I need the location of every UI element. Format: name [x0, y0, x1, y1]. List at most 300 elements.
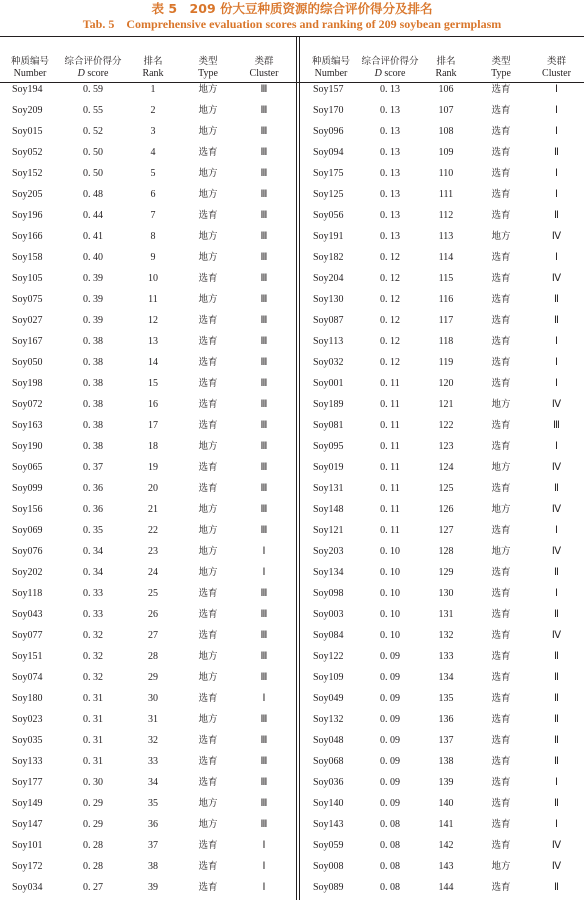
cell-cluster: Ⅰ	[262, 546, 266, 557]
cell-type: 地方	[198, 441, 218, 452]
cell-type: 地方	[491, 462, 511, 473]
cell-cluster: Ⅱ	[554, 483, 559, 494]
table-row	[0, 562, 292, 583]
cell-type: 选育	[491, 819, 511, 830]
cell-cluster: Ⅳ	[551, 861, 562, 872]
table-row	[301, 184, 584, 205]
cell-cluster: Ⅰ	[555, 189, 558, 200]
rank-en-label: Rank	[435, 68, 457, 79]
table-row	[301, 394, 584, 415]
score-en-label	[361, 68, 419, 79]
table-row	[0, 352, 292, 373]
cell-score: 0. 36	[83, 504, 103, 515]
table-row	[301, 310, 584, 331]
score-en-word: score	[84, 68, 109, 79]
number-cn-label: 种质编号	[311, 56, 350, 67]
left-table-body	[0, 79, 292, 898]
cell-type: 选育	[491, 735, 511, 746]
table-row	[0, 436, 292, 457]
cell-type: 选育	[198, 777, 218, 788]
cell-number: Soy095	[313, 441, 344, 452]
cell-rank: 140	[438, 798, 454, 809]
cell-rank: 112	[438, 210, 454, 221]
cell-type: 地方	[198, 84, 218, 95]
cell-cluster: Ⅲ	[260, 420, 268, 431]
cell-type: 选育	[491, 210, 511, 221]
cell-cluster: Ⅱ	[554, 672, 559, 683]
cell-number: Soy019	[313, 462, 344, 473]
cell-number: Soy023	[12, 714, 43, 725]
cell-score: 0. 09	[380, 756, 400, 767]
cell-rank: 117	[438, 315, 454, 326]
cell-cluster: Ⅲ	[260, 210, 268, 221]
number-cn-label: 种质编号	[10, 56, 49, 67]
cell-number: Soy132	[313, 714, 344, 725]
cell-cluster: Ⅳ	[551, 231, 562, 242]
table-row	[301, 793, 584, 814]
cell-number: Soy056	[313, 210, 344, 221]
cell-score: 0. 13	[380, 147, 400, 158]
cell-cluster: Ⅳ	[551, 462, 562, 473]
cell-number: Soy134	[313, 567, 344, 578]
cluster-cn-label: 类群	[254, 56, 274, 67]
cell-number: Soy098	[313, 588, 344, 599]
cell-type: 选育	[491, 147, 511, 158]
table-row	[0, 583, 292, 604]
cell-rank: 11	[148, 294, 158, 305]
table-row	[301, 226, 584, 247]
cell-type: 选育	[198, 735, 218, 746]
table-row	[0, 331, 292, 352]
cell-number: Soy109	[313, 672, 344, 683]
cell-score: 0. 31	[83, 735, 103, 746]
cell-cluster: Ⅲ	[260, 504, 268, 515]
cell-score: 0. 31	[83, 693, 103, 704]
cell-score: 0. 34	[83, 567, 103, 578]
cell-score: 0. 13	[380, 231, 400, 242]
cell-score: 0. 40	[83, 252, 103, 263]
cell-type: 选育	[198, 840, 218, 851]
table-row	[301, 541, 584, 562]
cell-number: Soy131	[313, 483, 344, 494]
cell-number: Soy036	[313, 777, 344, 788]
cell-cluster: Ⅲ	[260, 84, 268, 95]
cell-rank: 38	[148, 861, 158, 872]
table-row	[0, 142, 292, 163]
cell-cluster: Ⅰ	[555, 588, 558, 599]
cluster-en-label: Cluster	[249, 68, 279, 79]
cell-rank: 34	[148, 777, 158, 788]
score-var: D	[77, 68, 85, 79]
cell-rank: 125	[438, 483, 454, 494]
cell-number: Soy096	[313, 126, 344, 137]
cell-type: 地方	[198, 126, 218, 137]
cell-score: 0. 32	[83, 672, 103, 683]
cell-number: Soy209	[12, 105, 43, 116]
col-cluster-header	[529, 37, 584, 79]
cell-type: 选育	[491, 798, 511, 809]
table-row	[301, 415, 584, 436]
score-cn-label: 综合评价得分	[64, 56, 122, 67]
table-row	[301, 520, 584, 541]
table-row	[301, 667, 584, 688]
cell-type: 选育	[198, 609, 218, 620]
cell-number: Soy189	[313, 399, 344, 410]
cell-type: 选育	[198, 693, 218, 704]
cell-rank: 8	[150, 231, 156, 242]
cell-number: Soy147	[12, 819, 43, 830]
table-row	[301, 121, 584, 142]
table-row	[301, 499, 584, 520]
cell-score: 0. 13	[380, 126, 400, 137]
cell-number: Soy077	[12, 630, 43, 641]
cell-cluster: Ⅱ	[554, 294, 559, 305]
cell-rank: 110	[438, 168, 454, 179]
cell-number: Soy069	[12, 525, 43, 536]
cell-rank: 37	[148, 840, 158, 851]
cell-score: 0. 12	[380, 294, 400, 305]
cell-score: 0. 10	[380, 588, 400, 599]
cell-score: 0. 11	[380, 420, 400, 431]
cell-score: 0. 10	[380, 546, 400, 557]
cell-cluster: Ⅲ	[260, 714, 268, 725]
column-divider-2	[299, 36, 300, 900]
cell-rank: 26	[148, 609, 158, 620]
table-row	[0, 100, 292, 121]
cell-type: 选育	[491, 420, 511, 431]
cell-score: 0. 39	[83, 315, 103, 326]
cell-score: 0. 36	[83, 483, 103, 494]
cell-type: 选育	[198, 483, 218, 494]
cell-type: 选育	[491, 672, 511, 683]
cell-type: 选育	[491, 714, 511, 725]
cell-score: 0. 11	[380, 525, 400, 536]
table-row	[301, 751, 584, 772]
cell-cluster: Ⅲ	[553, 420, 560, 431]
table-title-cn: 表 5 209 份大豆种质资源的综合评价得分及排名	[151, 1, 433, 16]
cell-rank: 25	[148, 588, 158, 599]
cell-type: 地方	[198, 525, 218, 536]
cell-number: Soy205	[12, 189, 43, 200]
cell-cluster: Ⅲ	[260, 609, 268, 620]
cell-rank: 107	[438, 105, 454, 116]
cell-type: 选育	[491, 840, 511, 851]
table-row	[0, 625, 292, 646]
cell-number: Soy172	[12, 861, 43, 872]
cell-type: 选育	[198, 357, 218, 368]
table-row	[301, 688, 584, 709]
col-number-header	[301, 37, 361, 79]
cell-rank: 36	[148, 819, 158, 830]
cell-number: Soy076	[12, 546, 43, 557]
cell-type: 地方	[198, 546, 218, 557]
right-table-body	[301, 79, 584, 898]
table-row	[0, 121, 292, 142]
cell-score: 0. 12	[380, 252, 400, 263]
cell-type: 选育	[491, 441, 511, 452]
type-cn-label: 类型	[491, 56, 511, 67]
cell-cluster: Ⅱ	[554, 693, 559, 704]
cell-score: 0. 09	[380, 777, 400, 788]
cell-number: Soy152	[12, 168, 43, 179]
cell-number: Soy143	[313, 819, 344, 830]
table-row	[0, 373, 292, 394]
cell-cluster: Ⅲ	[260, 252, 268, 263]
cell-type: 地方	[198, 651, 218, 662]
cell-score: 0. 38	[83, 420, 103, 431]
cell-score: 0. 08	[380, 861, 400, 872]
cell-number: Soy133	[12, 756, 43, 767]
cell-number: Soy032	[313, 357, 344, 368]
cell-rank: 9	[150, 252, 156, 263]
cell-type: 选育	[198, 420, 218, 431]
cell-type: 选育	[198, 378, 218, 389]
table-row	[301, 268, 584, 289]
cell-cluster: Ⅳ	[551, 546, 562, 557]
cell-score: 0. 11	[380, 399, 400, 410]
cell-cluster: Ⅰ	[555, 126, 558, 137]
cell-score: 0. 11	[380, 378, 400, 389]
cell-rank: 113	[438, 231, 454, 242]
cell-score: 0. 11	[380, 483, 400, 494]
cell-score: 0. 13	[380, 168, 400, 179]
cell-score: 0. 29	[83, 819, 103, 830]
cell-rank: 138	[438, 756, 454, 767]
cell-cluster: Ⅱ	[554, 210, 559, 221]
cell-cluster: Ⅱ	[554, 147, 559, 158]
cell-score: 0. 52	[83, 126, 103, 137]
cell-rank: 7	[150, 210, 156, 221]
cell-score: 0. 12	[380, 273, 400, 284]
cell-type: 选育	[491, 168, 511, 179]
cell-score: 0. 13	[380, 105, 400, 116]
cell-cluster: Ⅲ	[260, 294, 268, 305]
cell-cluster: Ⅱ	[554, 609, 559, 620]
cell-cluster: Ⅳ	[551, 504, 562, 515]
cell-rank: 30	[148, 693, 158, 704]
cell-rank: 133	[438, 651, 454, 662]
cell-cluster: Ⅲ	[260, 105, 268, 116]
cell-cluster: Ⅳ	[551, 630, 562, 641]
cell-rank: 128	[438, 546, 454, 557]
type-en-label: Type	[491, 68, 511, 79]
cell-rank: 122	[438, 420, 454, 431]
cell-rank: 22	[148, 525, 158, 536]
cell-rank: 39	[148, 882, 158, 893]
table-row	[301, 730, 584, 751]
col-rank-header	[126, 37, 180, 79]
table-row	[0, 793, 292, 814]
cell-score: 0. 38	[83, 336, 103, 347]
cell-type: 选育	[198, 399, 218, 410]
cell-type: 选育	[198, 210, 218, 221]
score-table-right	[301, 37, 584, 898]
table-row	[0, 646, 292, 667]
cell-rank: 2	[150, 105, 156, 116]
cell-cluster: Ⅱ	[554, 735, 559, 746]
cell-number: Soy075	[12, 294, 43, 305]
cell-number: Soy068	[313, 756, 344, 767]
cell-cluster: Ⅱ	[554, 315, 559, 326]
cell-score: 0. 35	[83, 525, 103, 536]
table-row	[301, 100, 584, 121]
cell-number: Soy015	[12, 126, 43, 137]
cell-rank: 17	[148, 420, 158, 431]
cell-score: 0. 33	[83, 609, 103, 620]
table-row	[0, 541, 292, 562]
table-row	[301, 856, 584, 877]
cell-type: 选育	[491, 273, 511, 284]
table-row	[0, 499, 292, 520]
cell-rank: 143	[438, 861, 454, 872]
cell-type: 选育	[491, 630, 511, 641]
cell-number: Soy059	[313, 840, 344, 851]
cell-number: Soy175	[313, 168, 344, 179]
score-var: D	[374, 68, 382, 79]
cell-type: 选育	[198, 147, 218, 158]
cell-cluster: Ⅰ	[262, 693, 266, 704]
cell-rank: 129	[438, 567, 454, 578]
cell-type: 选育	[198, 462, 218, 473]
cell-cluster: Ⅰ	[262, 567, 266, 578]
cell-score: 0. 09	[380, 735, 400, 746]
cell-number: Soy148	[313, 504, 344, 515]
cell-type: 地方	[198, 504, 218, 515]
col-type-header	[473, 37, 529, 79]
cell-rank: 121	[438, 399, 454, 410]
cell-cluster: Ⅲ	[260, 231, 268, 242]
cell-cluster: Ⅳ	[551, 399, 562, 410]
cell-number: Soy094	[313, 147, 344, 158]
cell-rank: 14	[148, 357, 158, 368]
table-row	[0, 394, 292, 415]
cell-number: Soy166	[12, 231, 43, 242]
cell-rank: 144	[438, 882, 454, 893]
cell-cluster: Ⅰ	[555, 819, 558, 830]
cell-cluster: Ⅲ	[260, 378, 268, 389]
col-number-header	[0, 37, 60, 79]
cell-number: Soy089	[313, 882, 344, 893]
cell-score: 0. 28	[83, 861, 103, 872]
cell-cluster: Ⅱ	[554, 798, 559, 809]
cell-cluster: Ⅱ	[554, 882, 559, 893]
table-row	[0, 835, 292, 856]
cell-cluster: Ⅲ	[260, 168, 268, 179]
table-row	[0, 814, 292, 835]
cell-rank: 16	[148, 399, 158, 410]
table-row	[301, 583, 584, 604]
cell-type: 选育	[491, 567, 511, 578]
cell-cluster: Ⅲ	[260, 357, 268, 368]
col-type-header	[180, 37, 236, 79]
cell-type: 地方	[198, 798, 218, 809]
cell-cluster: Ⅲ	[260, 798, 268, 809]
cell-number: Soy202	[12, 567, 43, 578]
cell-cluster: Ⅱ	[554, 756, 559, 767]
cell-number: Soy204	[313, 273, 344, 284]
cell-type: 选育	[198, 336, 218, 347]
cell-score: 0. 33	[83, 588, 103, 599]
cell-score: 0. 29	[83, 798, 103, 809]
cell-cluster: Ⅰ	[555, 357, 558, 368]
cell-score: 0. 59	[83, 84, 103, 95]
cell-score: 0. 11	[380, 462, 400, 473]
cell-type: 选育	[198, 588, 218, 599]
cell-rank: 130	[438, 588, 454, 599]
cell-number: Soy121	[313, 525, 344, 536]
cell-number: Soy163	[12, 420, 43, 431]
table-row	[301, 205, 584, 226]
score-en-label	[60, 68, 126, 79]
cell-type: 选育	[491, 777, 511, 788]
cell-type: 选育	[491, 189, 511, 200]
cell-score: 0. 10	[380, 630, 400, 641]
cell-number: Soy050	[12, 357, 43, 368]
cell-rank: 18	[148, 441, 158, 452]
cell-score: 0. 10	[380, 609, 400, 620]
cell-rank: 124	[438, 462, 454, 473]
cell-cluster: Ⅰ	[555, 105, 558, 116]
cell-cluster: Ⅲ	[260, 588, 268, 599]
cell-number: Soy194	[12, 84, 43, 95]
cell-type: 地方	[198, 819, 218, 830]
cell-type: 选育	[198, 315, 218, 326]
cell-score: 0. 39	[83, 294, 103, 305]
cell-cluster: Ⅲ	[260, 462, 268, 473]
cell-type: 选育	[491, 126, 511, 137]
cell-score: 0. 27	[83, 882, 103, 893]
cell-score: 0. 32	[83, 630, 103, 641]
table-row	[0, 478, 292, 499]
table-row	[0, 310, 292, 331]
cell-number: Soy074	[12, 672, 43, 683]
table-row	[0, 247, 292, 268]
cell-score: 0. 50	[83, 168, 103, 179]
cell-cluster: Ⅰ	[555, 378, 558, 389]
cell-cluster: Ⅲ	[260, 315, 268, 326]
table-row	[301, 142, 584, 163]
table-row	[301, 625, 584, 646]
cell-cluster: Ⅲ	[260, 525, 268, 536]
cell-rank: 31	[148, 714, 158, 725]
cluster-en-label: Cluster	[542, 68, 571, 79]
cell-cluster: Ⅰ	[262, 840, 266, 851]
cell-number: Soy027	[12, 315, 43, 326]
cell-number: Soy003	[313, 609, 344, 620]
cell-rank: 114	[438, 252, 454, 263]
cell-type: 选育	[491, 294, 511, 305]
cell-rank: 111	[438, 189, 454, 200]
cell-number: Soy125	[313, 189, 344, 200]
cell-type: 选育	[491, 693, 511, 704]
cell-number: Soy203	[313, 546, 344, 557]
cell-rank: 24	[148, 567, 158, 578]
cell-number: Soy113	[313, 336, 344, 347]
table-row	[301, 877, 584, 898]
cell-cluster: Ⅰ	[555, 168, 558, 179]
cell-number: Soy177	[12, 777, 43, 788]
rank-cn-label: 排名	[436, 56, 456, 67]
cell-cluster: Ⅳ	[551, 840, 562, 851]
type-en-label: Type	[198, 68, 218, 79]
cell-rank: 115	[438, 273, 454, 284]
cell-score: 0. 41	[83, 231, 103, 242]
table-row	[0, 877, 292, 898]
type-cn-label: 类型	[198, 56, 218, 67]
cell-number: Soy191	[313, 231, 344, 242]
cell-cluster: Ⅲ	[260, 735, 268, 746]
cell-cluster: Ⅰ	[555, 777, 558, 788]
